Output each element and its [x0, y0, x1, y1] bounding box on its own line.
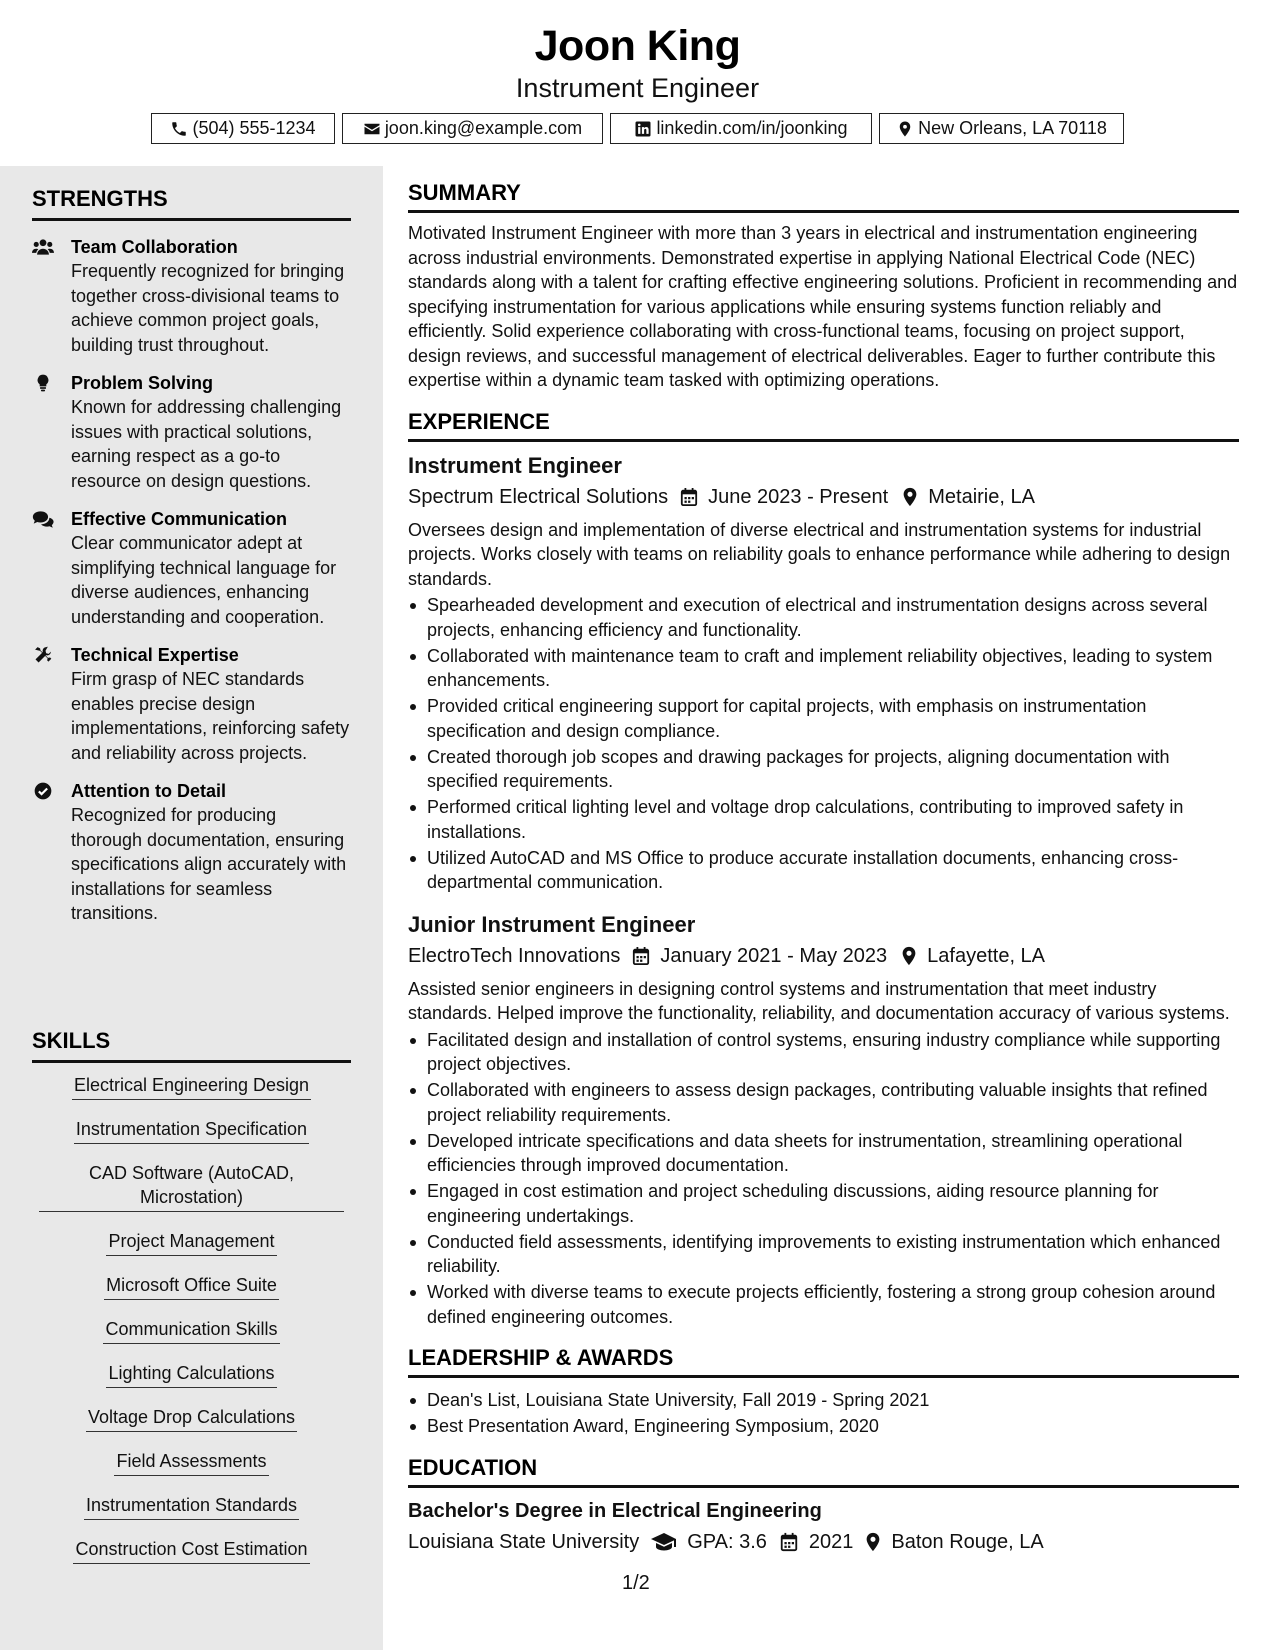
education-school: Louisiana State University — [408, 1530, 640, 1553]
strength-desc: Frequently recognized for bringing together cross-divisional teams to achieve common project goals, building trust throughout. — [71, 261, 345, 355]
awards-list — [408, 1388, 1239, 1439]
bullet-item: Collaborated with engineers to assess design packages, contributing valuable insights that refined project reliability requirements. — [408, 1078, 1239, 1127]
calendar-icon — [779, 1532, 799, 1552]
map-pin-icon — [902, 487, 918, 507]
job-bullets — [408, 593, 1239, 895]
bullet-item: Spearheaded development and execution of electrical and instrumentation designs across several projects, enhancing efficiency and functionality. — [408, 593, 1239, 642]
strength-item — [32, 779, 351, 926]
education-heading: EDUCATION — [408, 1455, 1239, 1488]
strengths-heading: STRENGTHS — [32, 186, 351, 221]
skill-item: Voltage Drop Calculations — [86, 1405, 297, 1432]
summary-heading: SUMMARY — [408, 180, 1239, 213]
skill-item: Instrumentation Standards — [84, 1493, 299, 1520]
linkedin-text: linkedin.com/in/joonking — [656, 118, 848, 138]
map-pin-icon — [865, 1532, 881, 1552]
contact-linkedin[interactable] — [610, 113, 872, 144]
skills-list — [32, 1073, 351, 1581]
check-circle-icon — [32, 781, 54, 801]
job-description: Assisted senior engineers in designing control systems and instrumentation that meet industry standards. Helped improve the functionality, reliability, and documentation accuracy of various systems. — [408, 978, 1230, 1023]
awards-heading: LEADERSHIP & AWARDS — [408, 1345, 1239, 1378]
bullet-item: Worked with diverse teams to execute projects efficiently, fostering a strong group cohesion around defined engineering outcomes. — [408, 1280, 1239, 1329]
strength-item — [32, 235, 351, 357]
bullet-item: Collaborated with maintenance team to craft and implement reliability objectives, leading to system enhancements. — [408, 644, 1239, 693]
education-meta — [408, 1529, 1239, 1555]
job-company: ElectroTech Innovations — [408, 944, 621, 967]
experience-heading: EXPERIENCE — [408, 409, 1239, 442]
tools-icon — [32, 645, 54, 665]
skill-item: Microsoft Office Suite — [104, 1273, 279, 1300]
job-description: Oversees design and implementation of diverse electrical and instrumentation systems for industrial projects. Works closely with teams on reliability goals to enhance performance while adhering to design standards. — [408, 519, 1231, 589]
bullet-item: Facilitated design and installation of control systems, ensuring industry compliance while supporting project objectives. — [408, 1028, 1239, 1077]
phone-text: (504) 555-1234 — [192, 118, 316, 138]
job-location: Metairie, LA — [928, 485, 1035, 508]
skill-item: Project Management — [106, 1229, 276, 1256]
contact-email[interactable] — [342, 113, 603, 144]
award-item: Dean's List, Louisiana State University, Fall 2019 - Spring 2021 — [408, 1388, 1239, 1413]
strength-title: Attention to Detail — [71, 781, 226, 801]
job-meta — [408, 943, 1239, 969]
lightbulb-icon — [32, 373, 54, 393]
map-pin-icon — [896, 120, 914, 138]
candidate-name: Joon King — [534, 22, 741, 70]
strength-title: Technical Expertise — [71, 645, 239, 665]
education-year: 2021 — [808, 1530, 854, 1553]
candidate-title: Instrument Engineer — [515, 73, 760, 103]
resume-header — [0, 0, 1275, 166]
graduation-cap-icon — [651, 1532, 677, 1552]
email-text: joon.king@example.com — [384, 118, 583, 138]
strength-title: Team Collaboration — [71, 237, 238, 257]
calendar-icon — [632, 946, 650, 966]
job-dates: June 2023 - Present — [708, 485, 889, 508]
education-degree: Bachelor's Degree in Electrical Engineering — [408, 1499, 822, 1522]
bullet-item: Provided critical engineering support for capital projects, with emphasis on instrumentation specification and design compliance. — [408, 694, 1239, 743]
job-title: Junior Instrument Engineer — [408, 911, 696, 937]
sidebar — [0, 166, 383, 1650]
skills-heading: SKILLS — [32, 1028, 351, 1063]
job-entry — [408, 911, 1239, 1330]
education-location: Baton Rouge, LA — [891, 1530, 1044, 1553]
bullet-item: Conducted field assessments, identifying improvements to existing instrumentation which enhanced reliability. — [408, 1230, 1239, 1279]
skill-item: Construction Cost Estimation — [73, 1537, 309, 1564]
linkedin-icon — [634, 120, 652, 138]
strength-item — [32, 643, 351, 765]
contact-location — [879, 113, 1124, 144]
skill-item: Electrical Engineering Design — [72, 1073, 311, 1100]
comments-icon — [32, 509, 54, 529]
job-location: Lafayette, LA — [927, 944, 1046, 967]
strength-desc: Firm grasp of NEC standards enables precise design implementations, reinforcing safety and reliability across projects. — [71, 669, 350, 763]
education-gpa: GPA: 3.6 — [687, 1530, 767, 1553]
contact-phone[interactable] — [151, 113, 335, 144]
bullet-item: Developed intricate specifications and data sheets for instrumentation, streamlining operational efficiencies through improved documentation. — [408, 1129, 1239, 1178]
skill-item: Field Assessments — [114, 1449, 268, 1476]
strength-desc: Clear communicator adept at simplifying technical language for diverse audiences, enhancing understanding and cooperation. — [71, 533, 337, 627]
job-dates: January 2021 - May 2023 — [660, 944, 888, 967]
skills-section — [32, 1028, 351, 1581]
job-title: Instrument Engineer — [408, 452, 622, 478]
envelope-icon — [363, 120, 381, 138]
contact-bar — [0, 113, 1275, 144]
users-icon — [32, 237, 54, 257]
bullet-item: Utilized AutoCAD and MS Office to produce accurate installation documents, enhancing cross-departmental communication. — [408, 846, 1239, 895]
strengths-section — [32, 186, 351, 926]
skill-item: Lighting Calculations — [106, 1361, 276, 1388]
bullet-item: Engaged in cost estimation and project scheduling discussions, aiding resource planning for engineering undertakings. — [408, 1179, 1239, 1228]
skill-item: Instrumentation Specification — [74, 1117, 309, 1144]
strength-desc: Known for addressing challenging issues with practical solutions, earning respect as a go-to resource on design questions. — [71, 397, 342, 491]
bullet-item: Created thorough job scopes and drawing packages for projects, aligning documentation with specified requirements. — [408, 745, 1239, 794]
page-number: 1/2 — [622, 1572, 650, 1594]
strength-item — [32, 507, 351, 629]
strength-title: Problem Solving — [71, 373, 214, 393]
strength-desc: Recognized for producing thorough documentation, ensuring specifications align accurately with installations for seamless transitions. — [71, 805, 347, 923]
bullet-item: Performed critical lighting level and voltage drop calculations, contributing to improved safety in installations. — [408, 795, 1239, 844]
summary-text: Motivated Instrument Engineer with more than 3 years in electrical and instrumentation engineering across industrial environments. Demonstrated expertise in applying National Electrical Code (NEC) standards along with a talent for crafting effective engineering solutions. Proficient in recommending and specifying instrumentation for various applications while ensuring systems function reliably and efficiently. Solid experience collaborating with cross-functional teams, focusing on project support, design reviews, and successful management of electrical deliverables. Eager to further contribute this expertise within a dynamic team tasked with optimizing operations. — [408, 223, 1238, 390]
main-content — [408, 180, 1239, 1555]
strength-item — [32, 371, 351, 493]
skill-item: CAD Software (AutoCAD, Microstation) — [39, 1161, 344, 1212]
job-bullets — [408, 1028, 1239, 1330]
location-text: New Orleans, LA 70118 — [918, 118, 1107, 138]
phone-icon — [170, 120, 188, 138]
job-meta — [408, 484, 1239, 510]
job-company: Spectrum Electrical Solutions — [408, 485, 669, 508]
award-item: Best Presentation Award, Engineering Symposium, 2020 — [408, 1414, 1239, 1439]
calendar-icon — [680, 487, 698, 507]
map-pin-icon — [901, 946, 917, 966]
skill-item: Communication Skills — [103, 1317, 279, 1344]
strength-title: Effective Communication — [71, 509, 288, 529]
job-entry — [408, 452, 1239, 895]
